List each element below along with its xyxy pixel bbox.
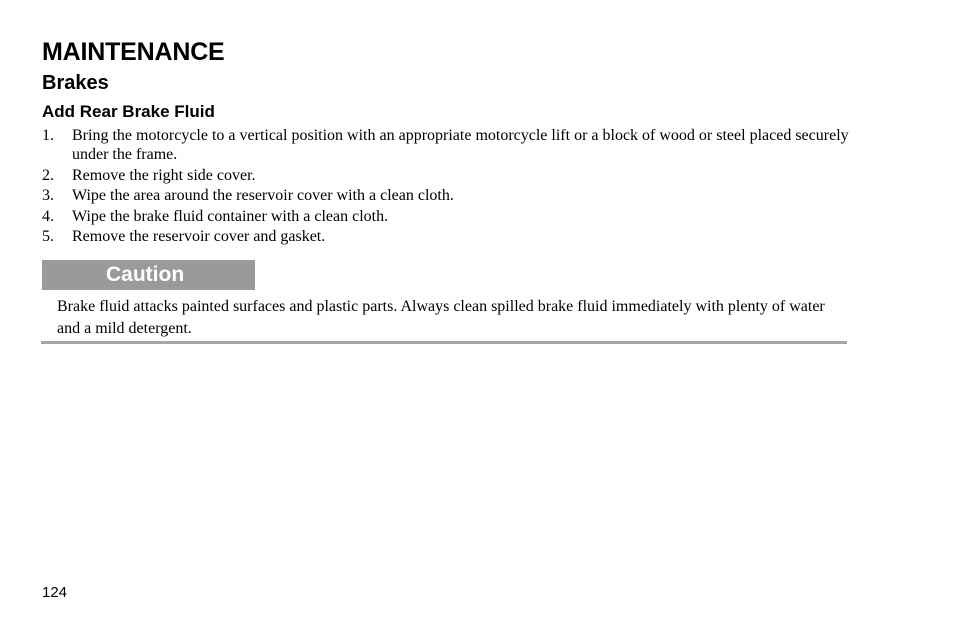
step-number: 2. xyxy=(42,166,54,184)
step-number: 4. xyxy=(42,207,54,225)
step-number: 1. xyxy=(42,127,54,144)
caution-text: Brake fluid attacks painted surfaces and plastic parts. Always clean spilled brake fluid immediately with plenty of water and a mild detergent. xyxy=(57,298,825,337)
step-number: 3. xyxy=(42,187,54,204)
procedure-steps xyxy=(42,126,852,248)
step-item xyxy=(42,186,852,205)
step-text: Remove the right side cover. xyxy=(72,166,256,184)
step-item xyxy=(42,126,852,164)
step-text: Wipe the brake fluid container with a clean cloth. xyxy=(72,207,389,225)
step-text: Remove the reservoir cover and gasket. xyxy=(72,228,326,245)
page-number: 124 xyxy=(42,584,68,601)
step-item xyxy=(42,166,852,185)
caution-divider xyxy=(41,341,847,344)
caution-label: Caution xyxy=(42,260,255,290)
step-item xyxy=(42,207,852,226)
step-text: Bring the motorcycle to a vertical position with an appropriate motorcycle lift or a block of wood or steel placed securely under the frame. xyxy=(72,127,849,163)
chapter-title: MAINTENANCE xyxy=(42,38,225,66)
subsection-title: Add Rear Brake Fluid xyxy=(42,102,215,121)
step-number: 5. xyxy=(42,228,54,245)
section-title: Brakes xyxy=(42,72,109,94)
step-item xyxy=(42,227,852,246)
step-text: Wipe the area around the reservoir cover with a clean cloth. xyxy=(72,187,454,204)
